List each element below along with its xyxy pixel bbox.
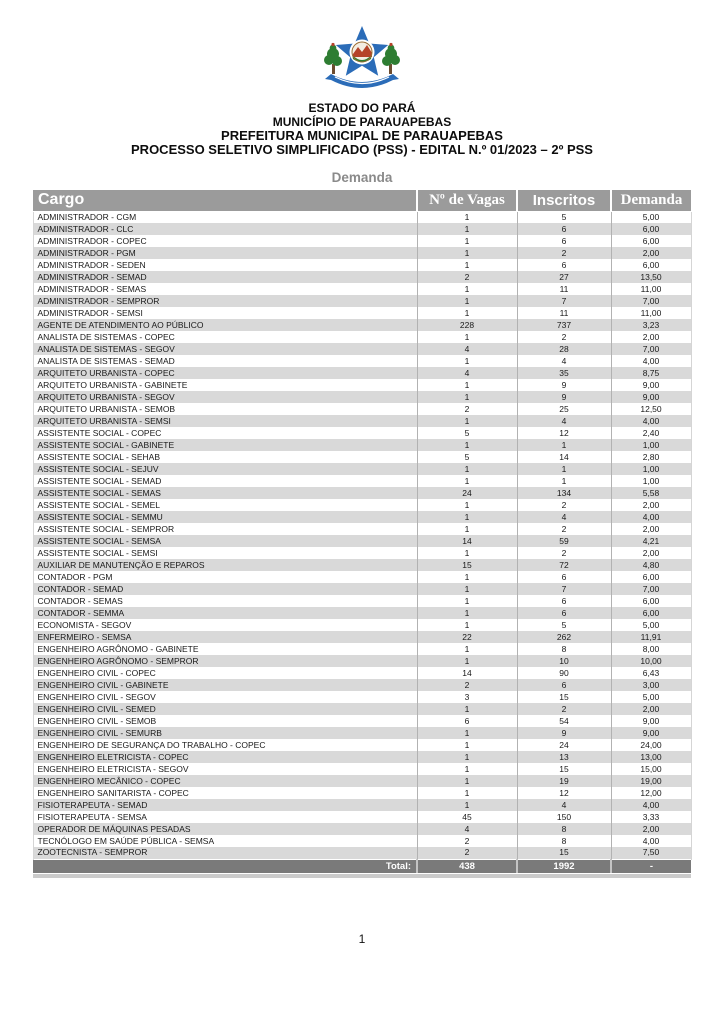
inscritos-cell: 28 [517,343,611,355]
inscritos-cell: 6 [517,223,611,235]
demanda-cell: 2,00 [611,523,691,535]
demanda-cell: 7,00 [611,583,691,595]
inscritos-cell: 9 [517,391,611,403]
demanda-cell: 4,00 [611,355,691,367]
demanda-cell: 3,00 [611,679,691,691]
demanda-cell: 7,00 [611,295,691,307]
table-row [33,535,691,547]
demanda-cell: 19,00 [611,775,691,787]
inscritos-cell: 4 [517,799,611,811]
vagas-cell: 5 [417,427,517,439]
vagas-cell: 1 [417,331,517,343]
header-state-line: ESTADO DO PARÁ [308,101,416,115]
table-row [33,643,691,655]
inscritos-cell: 72 [517,559,611,571]
vagas-cell: 1 [417,307,517,319]
inscritos-cell: 90 [517,667,611,679]
demanda-cell: 15,00 [611,763,691,775]
table-row [33,691,691,703]
vagas-cell: 1 [417,211,517,223]
table-row [33,427,691,439]
table-row [33,403,691,415]
cargo-cell: FISIOTERAPEUTA - SEMSA [33,811,417,823]
demanda-cell: 5,00 [611,619,691,631]
table-row [33,595,691,607]
vagas-cell: 22 [417,631,517,643]
demanda-cell: 24,00 [611,739,691,751]
total-row [33,859,691,873]
inscritos-cell: 5 [517,619,611,631]
cargo-cell: CONTADOR - SEMAS [33,595,417,607]
cargo-cell: ADMINISTRADOR - SEMPROR [33,295,417,307]
inscritos-cell: 8 [517,643,611,655]
column-header-inscritos: Inscritos [517,190,611,211]
vagas-cell: 24 [417,487,517,499]
inscritos-cell: 1 [517,463,611,475]
demanda-cell: 6,00 [611,571,691,583]
inscritos-cell: 14 [517,451,611,463]
table-row [33,295,691,307]
table-row [33,487,691,499]
cargo-cell: ZOOTECNISTA - SEMPROR [33,847,417,859]
inscritos-cell: 150 [517,811,611,823]
vagas-cell: 1 [417,283,517,295]
inscritos-cell: 4 [517,511,611,523]
vagas-cell: 2 [417,403,517,415]
inscritos-cell: 6 [517,259,611,271]
inscritos-cell: 4 [517,355,611,367]
demanda-cell: 11,00 [611,307,691,319]
demanda-cell: 11,00 [611,283,691,295]
vagas-cell: 1 [417,259,517,271]
table-row [33,391,691,403]
table-row [33,787,691,799]
demanda-cell: 2,00 [611,547,691,559]
inscritos-cell: 134 [517,487,611,499]
vagas-cell: 1 [417,763,517,775]
cargo-cell: ADMINISTRADOR - SEMAD [33,271,417,283]
inscritos-cell: 13 [517,751,611,763]
vagas-cell: 4 [417,343,517,355]
inscritos-cell: 25 [517,403,611,415]
inscritos-cell: 737 [517,319,611,331]
table-row [33,283,691,295]
demand-table [33,190,692,873]
table-row [33,607,691,619]
inscritos-cell: 9 [517,727,611,739]
cargo-cell: CONTADOR - PGM [33,571,417,583]
demanda-cell: 6,00 [611,223,691,235]
table-row [33,307,691,319]
cargo-cell: ASSISTENTE SOCIAL - SEJUV [33,463,417,475]
table-row [33,499,691,511]
vagas-cell: 2 [417,271,517,283]
vagas-cell: 1 [417,499,517,511]
table-row [33,775,691,787]
table-row [33,223,691,235]
demanda-cell: 2,40 [611,427,691,439]
demanda-cell: 6,00 [611,259,691,271]
demanda-cell: 4,21 [611,535,691,547]
table-row [33,379,691,391]
demanda-cell: 7,50 [611,847,691,859]
cargo-cell: ADMINISTRADOR - SEDEN [33,259,417,271]
header-edital-line: PROCESSO SELETIVO SIMPLIFICADO (PSS) - EDITAL N.º 01/2023 – 2º PSS [131,142,593,157]
cargo-cell: FISIOTERAPEUTA - SEMAD [33,799,417,811]
inscritos-cell: 7 [517,583,611,595]
inscritos-cell: 6 [517,571,611,583]
table-row [33,655,691,667]
vagas-cell: 1 [417,523,517,535]
vagas-cell: 1 [417,391,517,403]
vagas-cell: 228 [417,319,517,331]
table-row [33,235,691,247]
demanda-cell: 8,75 [611,367,691,379]
vagas-cell: 15 [417,559,517,571]
demanda-cell: 5,58 [611,487,691,499]
table-row [33,703,691,715]
demanda-cell: 13,50 [611,271,691,283]
table-row [33,679,691,691]
document-header [0,102,724,157]
total-vagas-value: 438 [417,859,517,873]
table-row [33,415,691,427]
cargo-cell: ADMINISTRADOR - PGM [33,247,417,259]
inscritos-cell: 11 [517,307,611,319]
table-row [33,739,691,751]
inscritos-cell: 11 [517,283,611,295]
demanda-cell: 7,00 [611,343,691,355]
cargo-cell: ENGENHEIRO CIVIL - COPEC [33,667,417,679]
vagas-cell: 1 [417,463,517,475]
demanda-cell: 6,00 [611,595,691,607]
cargo-cell: ARQUITETO URBANISTA - SEMSI [33,415,417,427]
table-row [33,751,691,763]
demanda-cell: 4,00 [611,835,691,847]
demanda-cell: 9,00 [611,379,691,391]
ribbon-icon [325,74,399,88]
demanda-cell: 3,33 [611,811,691,823]
demanda-cell: 4,00 [611,799,691,811]
vagas-cell: 1 [417,787,517,799]
inscritos-cell: 1 [517,475,611,487]
table-row [33,847,691,859]
cargo-cell: CONTADOR - SEMMA [33,607,417,619]
vagas-cell: 1 [417,295,517,307]
demanda-cell: 1,00 [611,439,691,451]
demanda-cell: 10,00 [611,655,691,667]
table-bottom-border [33,874,691,878]
vagas-cell: 1 [417,379,517,391]
demanda-cell: 12,00 [611,787,691,799]
table-row [33,355,691,367]
cargo-cell: ASSISTENTE SOCIAL - SEMAD [33,475,417,487]
table-row [33,271,691,283]
inscritos-cell: 2 [517,499,611,511]
table-row [33,571,691,583]
cargo-cell: ENGENHEIRO DE SEGURANÇA DO TRABALHO - COPEC [33,739,417,751]
demanda-cell: 8,00 [611,643,691,655]
cargo-cell: ENGENHEIRO SANITARISTA - COPEC [33,787,417,799]
vagas-cell: 1 [417,415,517,427]
star-icon [336,26,388,76]
vagas-cell: 1 [417,511,517,523]
vagas-cell: 1 [417,619,517,631]
vagas-cell: 1 [417,475,517,487]
vagas-cell: 1 [417,775,517,787]
vagas-cell: 6 [417,715,517,727]
total-demanda-value: - [611,859,691,873]
inscritos-cell: 7 [517,295,611,307]
cargo-cell: ANALISTA DE SISTEMAS - SEGOV [33,343,417,355]
vagas-cell: 1 [417,571,517,583]
inscritos-cell: 2 [517,247,611,259]
total-label: Total: [33,859,417,873]
demanda-cell: 13,00 [611,751,691,763]
table-row [33,763,691,775]
cargo-cell: ENGENHEIRO CIVIL - GABINETE [33,679,417,691]
table-row [33,823,691,835]
inscritos-cell: 27 [517,271,611,283]
table-row [33,583,691,595]
vagas-cell: 1 [417,739,517,751]
cargo-cell: ENGENHEIRO ELETRICISTA - SEGOV [33,763,417,775]
vagas-cell: 3 [417,691,517,703]
demanda-cell: 2,00 [611,247,691,259]
vagas-cell: 5 [417,451,517,463]
cargo-cell: ASSISTENTE SOCIAL - SEMSA [33,535,417,547]
inscritos-cell: 15 [517,691,611,703]
cargo-cell: OPERADOR DE MÁQUINAS PESADAS [33,823,417,835]
inscritos-cell: 6 [517,607,611,619]
table-row [33,367,691,379]
demanda-cell: 12,50 [611,403,691,415]
cargo-cell: AUXILIAR DE MANUTENÇÃO E REPAROS [33,559,417,571]
cargo-cell: AGENTE DE ATENDIMENTO AO PÚBLICO [33,319,417,331]
inscritos-cell: 5 [517,211,611,223]
column-header-vagas: Nº de Vagas [417,190,517,211]
demanda-cell: 11,91 [611,631,691,643]
vagas-cell: 2 [417,835,517,847]
table-row [33,343,691,355]
page-number: 1 [358,932,366,946]
table-row [33,211,691,223]
inscritos-cell: 262 [517,631,611,643]
table-row [33,439,691,451]
vagas-cell: 1 [417,223,517,235]
cargo-cell: ENGENHEIRO CIVIL - SEMURB [33,727,417,739]
demanda-cell: 2,00 [611,331,691,343]
demanda-cell: 5,00 [611,691,691,703]
vagas-cell: 14 [417,535,517,547]
cargo-cell: ENFERMEIRO - SEMSA [33,631,417,643]
cargo-cell: ASSISTENTE SOCIAL - SEMEL [33,499,417,511]
cargo-cell: ECONOMISTA - SEGOV [33,619,417,631]
cargo-cell: ADMINISTRADOR - COPEC [33,235,417,247]
demanda-cell: 6,00 [611,235,691,247]
table-row [33,667,691,679]
inscritos-cell: 35 [517,367,611,379]
cargo-cell: ASSISTENTE SOCIAL - GABINETE [33,439,417,451]
total-inscritos-value: 1992 [517,859,611,873]
cargo-cell: ASSISTENTE SOCIAL - SEMPROR [33,523,417,535]
vagas-cell: 1 [417,595,517,607]
demanda-cell: 2,80 [611,451,691,463]
table-row [33,523,691,535]
inscritos-cell: 2 [517,523,611,535]
table-row [33,559,691,571]
table-row [33,319,691,331]
vagas-cell: 2 [417,679,517,691]
header-prefecture-line: PREFEITURA MUNICIPAL DE PARAUAPEBAS [221,128,503,143]
demanda-cell: 2,00 [611,499,691,511]
inscritos-cell: 12 [517,427,611,439]
demanda-cell: 9,00 [611,715,691,727]
inscritos-cell: 15 [517,847,611,859]
demanda-cell: 4,00 [611,415,691,427]
cargo-cell: ADMINISTRADOR - SEMAS [33,283,417,295]
cargo-cell: ASSISTENTE SOCIAL - SEMMU [33,511,417,523]
inscritos-cell: 10 [517,655,611,667]
demanda-cell: 6,00 [611,607,691,619]
demanda-cell: 6,43 [611,667,691,679]
vagas-cell: 14 [417,667,517,679]
table-header-row [33,190,691,211]
demanda-cell: 4,00 [611,511,691,523]
vagas-cell: 1 [417,751,517,763]
demanda-cell: 4,80 [611,559,691,571]
cargo-cell: ANALISTA DE SISTEMAS - COPEC [33,331,417,343]
inscritos-cell: 6 [517,595,611,607]
cargo-cell: ENGENHEIRO CIVIL - SEGOV [33,691,417,703]
vagas-cell: 1 [417,643,517,655]
vagas-cell: 1 [417,799,517,811]
cargo-cell: ENGENHEIRO CIVIL - SEMED [33,703,417,715]
table-row [33,247,691,259]
cargo-cell: ARQUITETO URBANISTA - SEMOB [33,403,417,415]
demanda-cell: 2,00 [611,823,691,835]
table-row [33,799,691,811]
inscritos-cell: 6 [517,235,611,247]
vagas-cell: 2 [417,847,517,859]
table-row [33,547,691,559]
demanda-cell: 2,00 [611,703,691,715]
vagas-cell: 1 [417,727,517,739]
section-title: Demanda [331,170,393,185]
table-row [33,811,691,823]
cargo-cell: ADMINISTRADOR - CGM [33,211,417,223]
inscritos-cell: 1 [517,439,611,451]
table-row [33,727,691,739]
cargo-cell: ADMINISTRADOR - SEMSI [33,307,417,319]
table-row [33,259,691,271]
vagas-cell: 1 [417,547,517,559]
vagas-cell: 4 [417,823,517,835]
cargo-cell: ARQUITETO URBANISTA - COPEC [33,367,417,379]
table-row [33,835,691,847]
vagas-cell: 1 [417,235,517,247]
parauapebas-coat-of-arms [0,0,724,99]
vagas-cell: 1 [417,355,517,367]
cargo-cell: ENGENHEIRO CIVIL - SEMOB [33,715,417,727]
cargo-cell: ASSISTENTE SOCIAL - SEMSI [33,547,417,559]
column-header-demanda: Demanda [611,190,691,211]
table-row [33,331,691,343]
vagas-cell: 1 [417,583,517,595]
table-row [33,451,691,463]
cargo-cell: ADMINISTRADOR - CLC [33,223,417,235]
cargo-cell: ARQUITETO URBANISTA - SEGOV [33,391,417,403]
cargo-cell: ENGENHEIRO AGRÔNOMO - GABINETE [33,643,417,655]
inscritos-cell: 2 [517,547,611,559]
vagas-cell: 45 [417,811,517,823]
demanda-cell: 1,00 [611,463,691,475]
vagas-cell: 1 [417,607,517,619]
column-header-cargo: Cargo [33,190,417,211]
header-municipality-line: MUNICÍPIO DE PARAUAPEBAS [272,114,452,129]
inscritos-cell: 15 [517,763,611,775]
inscritos-cell: 54 [517,715,611,727]
cargo-cell: CONTADOR - SEMAD [33,583,417,595]
inscritos-cell: 12 [517,787,611,799]
vagas-cell: 1 [417,655,517,667]
demanda-cell: 1,00 [611,475,691,487]
table-row [33,463,691,475]
inscritos-cell: 19 [517,775,611,787]
table-row [33,475,691,487]
demanda-cell: 9,00 [611,727,691,739]
table-row [33,619,691,631]
cargo-cell: ARQUITETO URBANISTA - GABINETE [33,379,417,391]
inscritos-cell: 59 [517,535,611,547]
cargo-cell: ASSISTENTE SOCIAL - COPEC [33,427,417,439]
cargo-cell: ASSISTENTE SOCIAL - SEMAS [33,487,417,499]
inscritos-cell: 8 [517,835,611,847]
inscritos-cell: 4 [517,415,611,427]
demanda-cell: 5,00 [611,211,691,223]
inscritos-cell: 2 [517,331,611,343]
cargo-cell: TECNÓLOGO EM SAÚDE PÚBLICA - SEMSA [33,835,417,847]
inscritos-cell: 2 [517,703,611,715]
cargo-cell: ENGENHEIRO ELETRICISTA - COPEC [33,751,417,763]
vagas-cell: 1 [417,703,517,715]
cargo-cell: ASSISTENTE SOCIAL - SEHAB [33,451,417,463]
cargo-cell: ENGENHEIRO AGRÔNOMO - SEMPROR [33,655,417,667]
vagas-cell: 1 [417,247,517,259]
table-row [33,631,691,643]
table-row [33,715,691,727]
vagas-cell: 1 [417,439,517,451]
demanda-cell: 3,23 [611,319,691,331]
demanda-cell: 9,00 [611,391,691,403]
vagas-cell: 4 [417,367,517,379]
cargo-cell: ANALISTA DE SISTEMAS - SEMAD [33,355,417,367]
cargo-cell: ENGENHEIRO MECÂNICO - COPEC [33,775,417,787]
inscritos-cell: 6 [517,679,611,691]
inscritos-cell: 9 [517,379,611,391]
table-row [33,511,691,523]
inscritos-cell: 24 [517,739,611,751]
inscritos-cell: 8 [517,823,611,835]
